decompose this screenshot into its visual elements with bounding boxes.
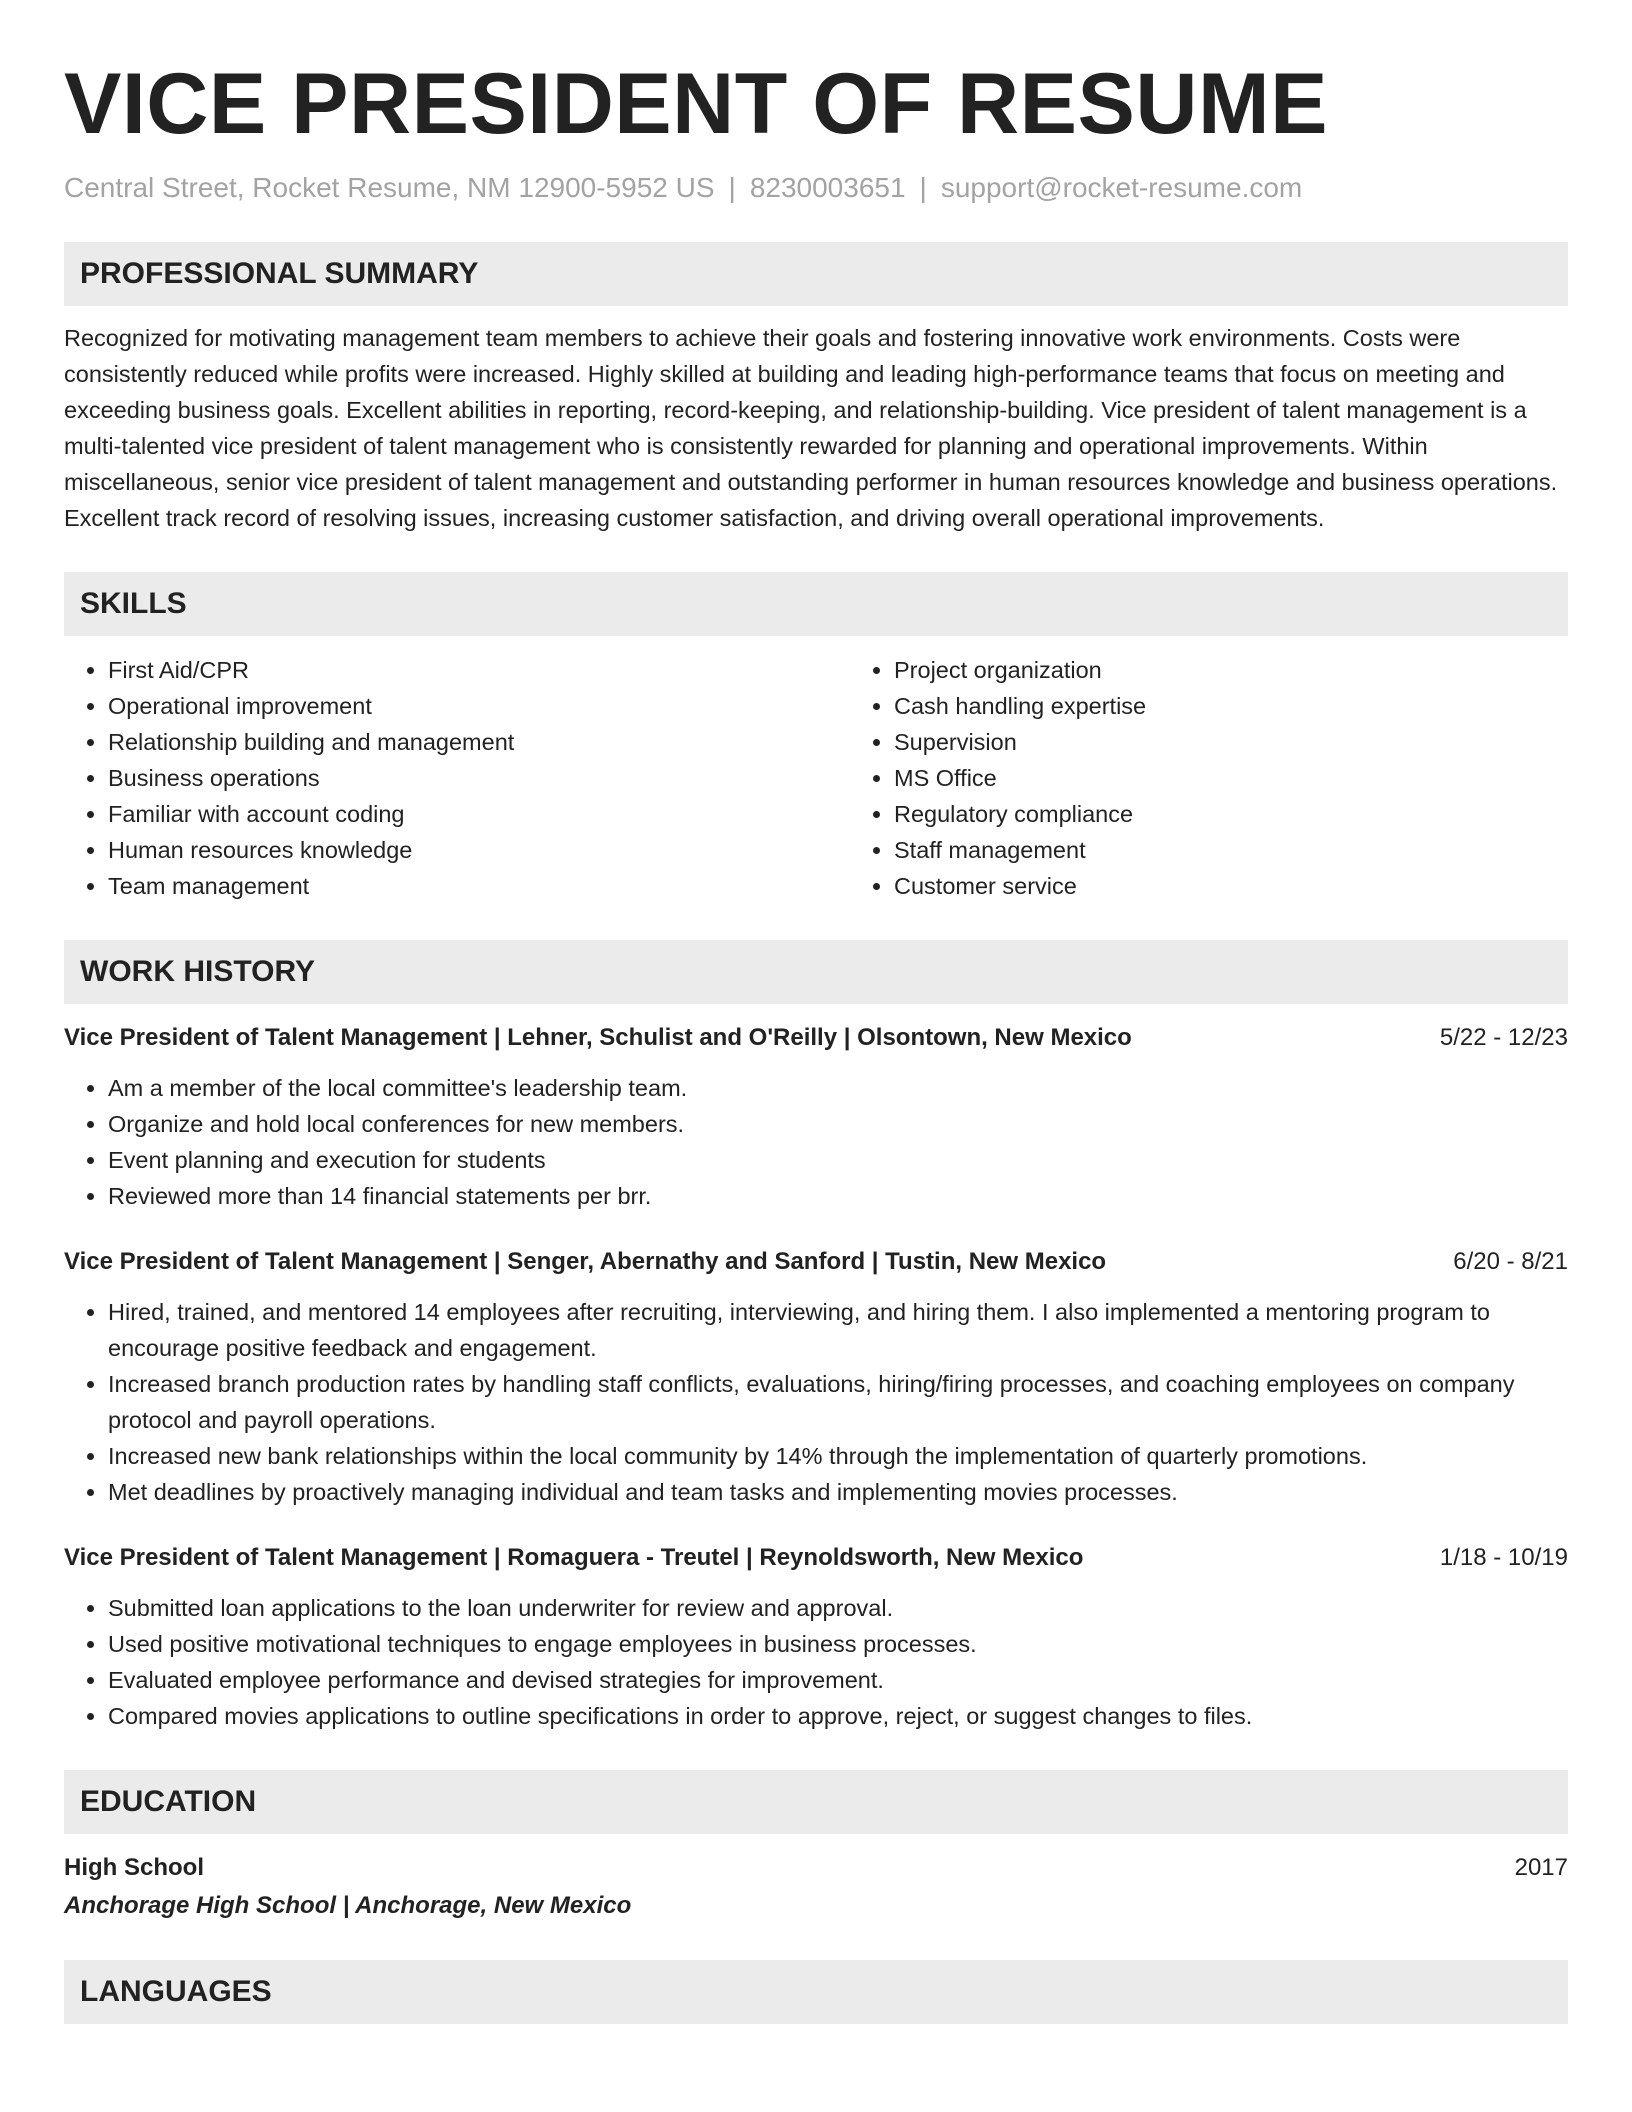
work-history-list	[64, 1020, 1568, 1734]
list-item: • Reviewed more than 14 financial statements per brr.	[108, 1178, 1568, 1214]
list-item: • MS Office	[894, 760, 1632, 796]
section-professional-summary: PROFESSIONAL SUMMARY	[64, 242, 1568, 306]
list-item: • Used positive motivational techniques to engage employees in business processes.	[108, 1626, 1568, 1662]
summary-text: Recognized for motivating management team members to achieve their goals and fostering innovative work environments. Costs were consistently reduced while profits were increased. Highly skilled at building and leading high-performance teams that focus on meeting and exceeding business goals. Excellent abilities in reporting, record-keeping, and relationship-building. Vice president of talent management is a multi-talented vice president of talent management who is consistently rewarded for planning and operational improvements. Within miscellaneous, senior vice president of talent management and outstanding performer in human resources knowledge and business operations. Excellent track record of resolving issues, increasing customer satisfaction, and driving overall operational improvements.	[64, 325, 1558, 531]
job-entry	[64, 1540, 1568, 1734]
job-title: Vice President of Talent Management | Senger, Abernathy and Sanford | Tustin, New Mexico	[64, 1248, 1107, 1275]
job-entry	[64, 1244, 1568, 1510]
list-item: • Business operations	[108, 760, 850, 796]
job-bullets	[64, 1070, 1568, 1214]
list-item: • Familiar with account coding	[108, 796, 850, 832]
skills-list-left	[64, 652, 850, 904]
education-year: 2017	[1514, 1854, 1568, 1881]
education-degree: High School	[64, 1854, 204, 1881]
section-skills: SKILLS	[64, 572, 1568, 636]
job-dates: 5/22 - 12/23	[1439, 1024, 1568, 1051]
list-item: • Increased branch production rates by handling staff conflicts, evaluations, hiring/firing processes, and coaching employees on company protocol and payroll operations.	[108, 1366, 1568, 1438]
list-item: • Human resources knowledge	[108, 832, 850, 868]
job-entry	[64, 1020, 1568, 1214]
job-title: Vice President of Talent Management | Lehner, Schulist and O'Reilly | Olsontown, New Mexico	[64, 1024, 1132, 1051]
list-item: • Team management	[108, 868, 850, 904]
list-item: • Relationship building and management	[108, 724, 850, 760]
job-dates: 6/20 - 8/21	[1453, 1248, 1568, 1275]
job-title: Vice President of Talent Management | Romaguera - Treutel | Reynoldsworth, New Mexico	[64, 1544, 1084, 1571]
list-item: • Supervision	[894, 724, 1632, 760]
section-languages: LANGUAGES	[64, 1960, 1568, 2024]
list-item: • Compared movies applications to outline specifications in order to approve, reject, or suggest changes to files.	[108, 1698, 1568, 1734]
list-item: • Organize and hold local conferences for new members.	[108, 1106, 1568, 1142]
job-bullets	[64, 1590, 1568, 1734]
contact-phone: 8230003651	[749, 172, 906, 203]
list-item: • Met deadlines by proactively managing individual and team tasks and implementing movies processes.	[108, 1474, 1568, 1510]
resume-name: VICE PRESIDENT OF RESUME	[64, 56, 1328, 152]
skills-list-right	[850, 652, 1632, 904]
list-item: • Increased new bank relationships within the local community by 14% through the implementation of quarterly promotions.	[108, 1438, 1568, 1474]
list-item: • Customer service	[894, 868, 1632, 904]
education-school: Anchorage High School | Anchorage, New Mexico	[64, 1892, 632, 1919]
job-header	[64, 1020, 1568, 1056]
skills-columns	[64, 652, 1568, 904]
list-item: • Submitted loan applications to the loan underwriter for review and approval.	[108, 1590, 1568, 1626]
education-entry	[64, 1850, 1568, 1886]
contact-email: support@rocket-resume.com	[940, 172, 1303, 203]
job-header	[64, 1540, 1568, 1576]
list-item: • Evaluated employee performance and devised strategies for improvement.	[108, 1662, 1568, 1698]
list-item: • Am a member of the local committee's leadership team.	[108, 1070, 1568, 1106]
job-bullets	[64, 1294, 1568, 1510]
contact-address: Central Street, Rocket Resume, NM 12900-5952 US	[64, 172, 715, 203]
list-item: • Staff management	[894, 832, 1632, 868]
list-item: • Regulatory compliance	[894, 796, 1632, 832]
list-item: • Event planning and execution for students	[108, 1142, 1568, 1178]
contact-line	[64, 170, 1568, 206]
job-dates: 1/18 - 10/19	[1439, 1544, 1568, 1571]
list-item: • Hired, trained, and mentored 14 employees after recruiting, interviewing, and hiring them. I also implemented a mentoring program to encourage positive feedback and engagement.	[108, 1294, 1568, 1366]
contact-separator: |	[919, 172, 927, 203]
section-education: EDUCATION	[64, 1770, 1568, 1834]
list-item: • Project organization	[894, 652, 1632, 688]
section-work-history: WORK HISTORY	[64, 940, 1568, 1004]
list-item: • First Aid/CPR	[108, 652, 850, 688]
job-header	[64, 1244, 1568, 1280]
list-item: • Cash handling expertise	[894, 688, 1632, 724]
list-item: • Operational improvement	[108, 688, 850, 724]
contact-separator: |	[728, 172, 736, 203]
